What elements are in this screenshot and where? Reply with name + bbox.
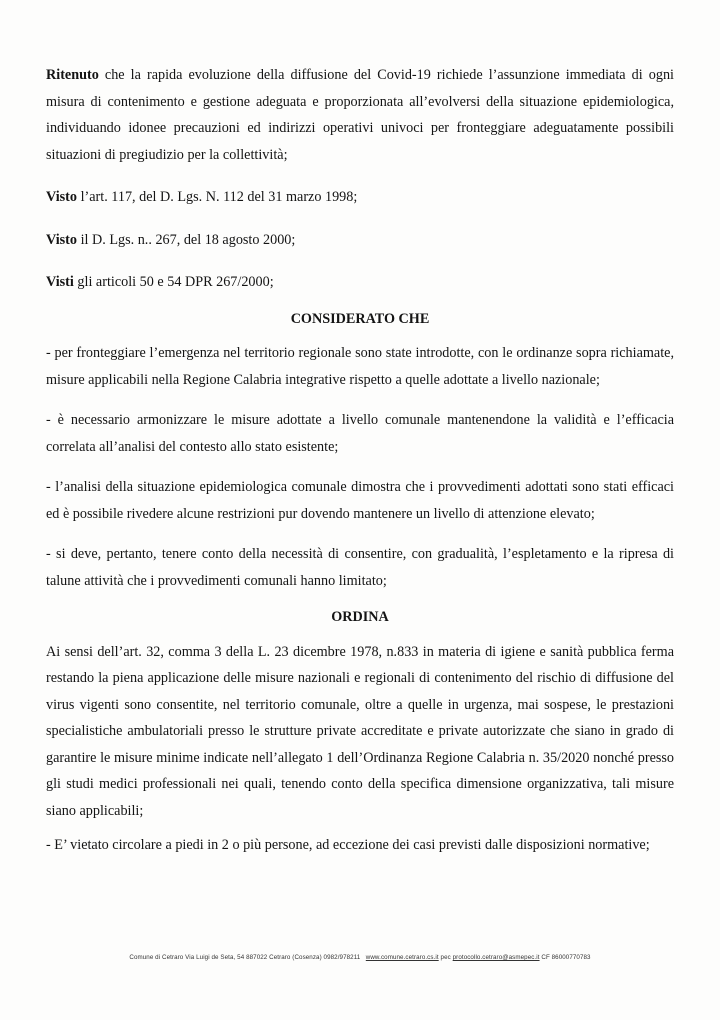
paragraph-visto-1 — [46, 184, 674, 211]
paragraph-lead: Visto — [46, 231, 78, 248]
footer-pec-link[interactable]: protocollo.cetraro@asmepec.it — [452, 954, 540, 961]
ordina-item: - E’ vietato circolare a piedi in 2 o più persone, ad eccezione dei casi previsti dalle disposizioni normative; — [46, 837, 650, 853]
paragraph-lead: Visto — [46, 189, 78, 205]
footer-address: Comune di Cetraro Via Luigi de Seta, 54 887022 Cetraro (Cosenza) 0982/978211 — [129, 954, 361, 961]
page-footer — [0, 954, 720, 961]
paragraph-ritenuto — [46, 62, 674, 168]
paragraph-text: l’art. 117, del D. Lgs. N. 112 del 31 marzo 1998; — [77, 189, 358, 205]
footer-website-link[interactable]: www.comune.cetraro.cs.it — [365, 954, 439, 961]
considerato-item: - per fronteggiare l’emergenza nel territorio regionale sono state introdotte, con le ordinanze sopra richiamate, misure applicabili nella Regione Calabria integrative rispetto a quelle adottate a livello nazionale; — [46, 345, 674, 388]
paragraph-text: gli articoli 50 e 54 DPR 267/2000; — [73, 274, 274, 290]
ordina-paragraph: Ai sensi dell’art. 32, comma 3 della L. 23 dicembre 1978, n.833 in materia di igiene e sanità pubblica ferma restando la piena applicazione delle misure nazionali e regionali di contenimento del rischio di diffusione del virus vigenti sono consentite, nel territorio comunale, oltre a quelle in urgenza, mai sospese, le prestazioni specialistiche ambulatoriali presso le strutture private accreditate e private autorizzate che siano in grado di garantire le misure minime indicate nell’allegato 1 dell’Ordinanza Regione Calabria n. 35/2020 nonché presso gli studi medici professionali nei quali, tenendo conto della specifica dimensione organizzativa, tali misure siano applicabili; — [46, 643, 674, 819]
paragraph-visti — [46, 269, 674, 296]
paragraph-text: che la rapida evoluzione della diffusione del Covid-19 richiede l’assunzione immediata di ogni misura di contenimento e gestione adeguata e proporzionata all’evolversi della situazione epidemiologica, individuando idonee precauzioni ed indirizzi operativi univoci per fronteggiare adeguatamente possibili situazioni di pregiudizio per la collettività; — [46, 67, 674, 163]
footer-cf: CF 86000770783 — [541, 954, 591, 961]
heading-ordina: ORDINA — [331, 609, 389, 625]
paragraph-lead: Visti — [46, 274, 74, 290]
paragraph-text: il D. Lgs. n.. 267, del 18 agosto 2000; — [77, 231, 296, 248]
heading-considerato-che: CONSIDERATO CHE — [290, 310, 430, 327]
considerato-item: - l’analisi della situazione epidemiologica comunale dimostra che i provvedimenti adottati sono stati efficaci ed è possibile rivedere alcune restrizioni pur dovendo mantenere un livello di attenzione elevato; — [46, 479, 674, 522]
paragraph-visto-2 — [46, 227, 674, 254]
document-body — [46, 62, 674, 859]
considerato-item: - è necessario armonizzare le misure adottate a livello comunale mantenendone la validità e l’efficacia correlata all’analisi del contesto allo stato esistente; — [46, 412, 674, 455]
footer-pec-label: pec — [440, 954, 451, 961]
paragraph-lead: Ritenuto — [46, 67, 99, 83]
considerato-item: - si deve, pertanto, tenere conto della necessità di consentire, con gradualità, l’espletamento e la ripresa di talune attività che i provvedimenti comunali hanno limitato; — [46, 546, 674, 589]
